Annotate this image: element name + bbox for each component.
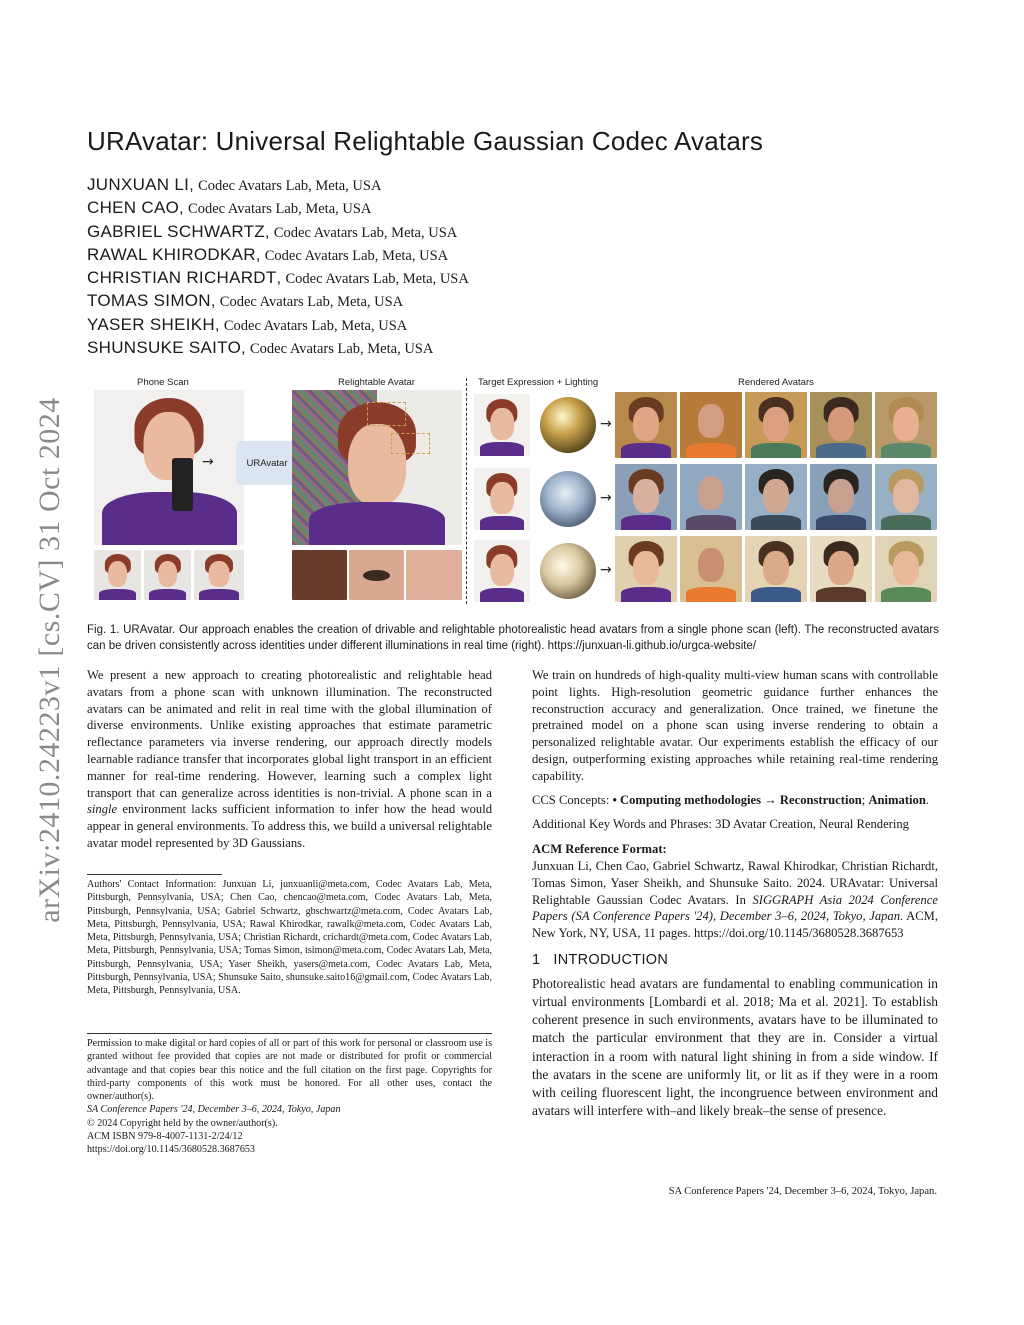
rendered-avatar xyxy=(680,536,742,602)
detail-crop xyxy=(349,550,404,600)
abstract-left: We present a new approach to creating photorealistic and relightable head avatars from a phone scan with unknown illumination. The reconstructed avatars can be animated and relit in real time with the global illumination of diverse environments. Unlike existing approaches that estimate parametric reflectance parameters via inverse rendering, our approach directly models learnable radiance transfer that incorporates global light transport in an efficient manner for real-time rendering. However, learning such a complex light transport that can generalize across identities is non-trivial. A phone scan in a single environment lacks sufficient information to infer how the head would appear in general environments. To address this, we build a universal relightable avatar model represented by 3D Gaussians. xyxy=(87,668,492,850)
author: JUNXUAN LI, Codec Avatars Lab, Meta, USA xyxy=(87,175,382,194)
rendered-avatar xyxy=(680,392,742,458)
author-list xyxy=(87,173,469,359)
contact-information: Authors' Contact Information: Junxuan Li, junxuanli@meta.com, Codec Avatars Lab, Meta, Pittsburgh, Pennsylvania, USA; Chen Cao, chencao@meta.com, Codec Avatars Lab, Meta, Pittsburgh, Pennsylvania, USA; Gabriel Schwartz, gbschwartz@meta.com, Codec Avatars Lab, Meta, Pittsburgh, Pennsylvania, USA; Rawal Khirodkar, rawalk@meta.com, Codec Avatars Lab, Meta, Pittsburgh, Pennsylvania, USA; Christian Richardt, crichardt@meta.com, Codec Avatars Lab, Meta, Pittsburgh, Pennsylvania, USA; Tomas Simon, tsimon@meta.com, Codec Avatars Lab, Meta, Pittsburgh, Pennsylvania, USA; Yaser Sheikh, yasers@meta.com, Codec Avatars Lab, Meta, Pittsburgh, Pennsylvania, USA; Shunsuke Saito, shunsuke.saito16@gmail.com, Codec Avatars Lab, Meta, Pittsburgh, Pennsylvania, USA. xyxy=(87,879,492,997)
author: RAWAL KHIRODKAR, Codec Avatars Lab, Meta, USA xyxy=(87,244,449,264)
author: CHEN CAO, Codec Avatars Lab, Meta, USA xyxy=(87,198,372,218)
label-rendered: Rendered Avatars xyxy=(738,377,814,388)
rendered-avatar xyxy=(745,464,807,530)
rendered-avatar xyxy=(615,536,677,602)
label-phone-scan: Phone Scan xyxy=(137,377,189,388)
rendered-avatar xyxy=(810,464,872,530)
scan-thumb xyxy=(144,550,191,600)
rendered-avatar xyxy=(875,392,937,458)
author: CHRISTIAN RICHARDT, Codec Avatars Lab, Meta, USA xyxy=(87,268,469,288)
author: TOMAS SIMON, Codec Avatars Lab, Meta, USA xyxy=(87,291,404,311)
light-probe-sphere xyxy=(540,471,596,527)
intro-text: Photorealistic head avatars are fundamental to enabling communication in virtual environments [Lombardi et al. 2018; Ma et al. 2021]. To establish coherent presence in such environments, avatars have to be illuminated to match the particular environment that they are in. Consider a virtual interaction in a room with natural light shining in from a side window. If the avatars in the scene are uniformly lit, or lit as if they were in a room with ceiling fluorescent light, the incongruence between environment and avatars will interfere with–and likely break–the sense of presence. xyxy=(532,975,938,1119)
relightable-avatar-photo xyxy=(292,390,462,545)
detail-crop xyxy=(292,550,347,600)
target-expression xyxy=(474,394,530,456)
scan-thumb xyxy=(94,550,141,600)
footnote-rule xyxy=(87,874,222,875)
label-target: Target Expression + Lighting xyxy=(478,377,599,388)
permission-block: Permission to make digital or hard copies of all or part of this work for personal or classroom use is granted without fee provided that copies are not made or distributed for profit or commercial advantage and that copies bear this notice and the full citation on the first page. Copyrights for third-party components of this work must be honored. For all other uses, contact the owner/author(s). SA Conference Papers '24, December 3–6, 2024, Tokyo, Japan © 2024 Copyright held by the owner/author(s). ACM ISBN 979-8-4007-1131-2/24/12 https://doi.org/10.1145/3680528.3687653 xyxy=(87,1038,492,1156)
rendered-avatar xyxy=(615,392,677,458)
rendered-avatar xyxy=(745,536,807,602)
arrow-icon: → xyxy=(202,454,214,470)
rendered-avatar xyxy=(810,392,872,458)
rendered-avatar xyxy=(875,536,937,602)
rendered-avatar xyxy=(680,464,742,530)
author: YASER SHEIKH, Codec Avatars Lab, Meta, USA xyxy=(87,314,408,334)
page-footer: SA Conference Papers '24, December 3–6, 2024, Tokyo, Japan. xyxy=(668,1186,937,1197)
author: SHUNSUKE SAITO, Codec Avatars Lab, Meta, USA xyxy=(87,338,434,358)
detail-crop xyxy=(406,550,462,600)
light-probe-sphere xyxy=(540,397,596,453)
uravatar-box: URAvatar xyxy=(236,441,298,485)
target-expression xyxy=(474,468,530,530)
section-heading: 1 INTRODUCTION xyxy=(532,951,669,968)
rendered-avatar xyxy=(810,536,872,602)
target-expression xyxy=(474,540,530,602)
rendered-avatar xyxy=(875,464,937,530)
abstract-right: We train on hundreds of high-quality multi-view human scans with controllable point lights. High-resolution geometric guidance further enhances the reconstruction accuracy and generalization. Once trained, we finetune the pretrained model on a phone scan using inverse rendering to obtain a personalized relightable avatar. Our experiments establish the efficacy of our design, outperforming existing approaches while retaining real-time rendering capability. CCS Concepts: • Computing methodologies → Reconstruction; Animation. Additional Key Words and Phrases: 3D Avatar Creation, Neural Rendering ACM Reference Format: Junxuan Li, Chen Cao, Gabriel Schwartz, Rawal Khirodkar, Christian Richardt, Tomas Simon, Yaser Sheikh, and Shunsuke Saito. 2024. URAvatar: Universal Relightable Gaussian Codec Avatars. In SIGGRAPH Asia 2024 Conference Papers (SA Conference Papers '24), December 3–6, 2024, Tokyo, Japan. ACM, New York, NY, USA, 11 pages. https://doi.org/10.1145/3680528.3687653 1 INTRODUCTION Photorealistic head avatars are fundamental to enabling communication in virtual environments [Lombardi et al. 2018; Ma et al. 2021]. To establish coherent presence in such environments, avatars have to be illuminated to match the particular environment that they are in. Consider a virtual interaction in a room with natural light shining in from a side window. If the avatars in the scene are uniformly lit, or lit as if they were in a room with ceiling fluorescent light, the incongruence between environment and avatars will interfere with–and likely break–the sense of presence. xyxy=(532,667,938,1120)
arrow-icon: → xyxy=(600,416,612,432)
rendered-avatar xyxy=(745,392,807,458)
phone-scan-photo xyxy=(94,390,244,545)
rendered-avatar xyxy=(615,464,677,530)
arrow-icon: → xyxy=(600,562,612,578)
scan-thumb xyxy=(194,550,244,600)
divider xyxy=(466,378,467,604)
arrow-icon: → xyxy=(600,490,612,506)
teaser-figure xyxy=(90,372,940,607)
label-relightable-avatar: Relightable Avatar xyxy=(338,377,415,388)
author: GABRIEL SCHWARTZ, Codec Avatars Lab, Meta, USA xyxy=(87,221,458,241)
arxiv-stamp: arXiv:2410.24223v1 [cs.CV] 31 Oct 2024 xyxy=(33,397,66,923)
permission-rule xyxy=(87,1033,492,1034)
figure-caption: Fig. 1. URAvatar. Our approach enables the creation of drivable and relightable photorealistic head avatars from a single phone scan (left). The reconstructed avatars can be driven consistently across identities under different illuminations in real time (right). https://junxuan-li.github.io/urgca-website/ xyxy=(87,624,939,652)
light-probe-sphere xyxy=(540,543,596,599)
paper-title: URAvatar: Universal Relightable Gaussian Codec Avatars xyxy=(87,126,764,156)
